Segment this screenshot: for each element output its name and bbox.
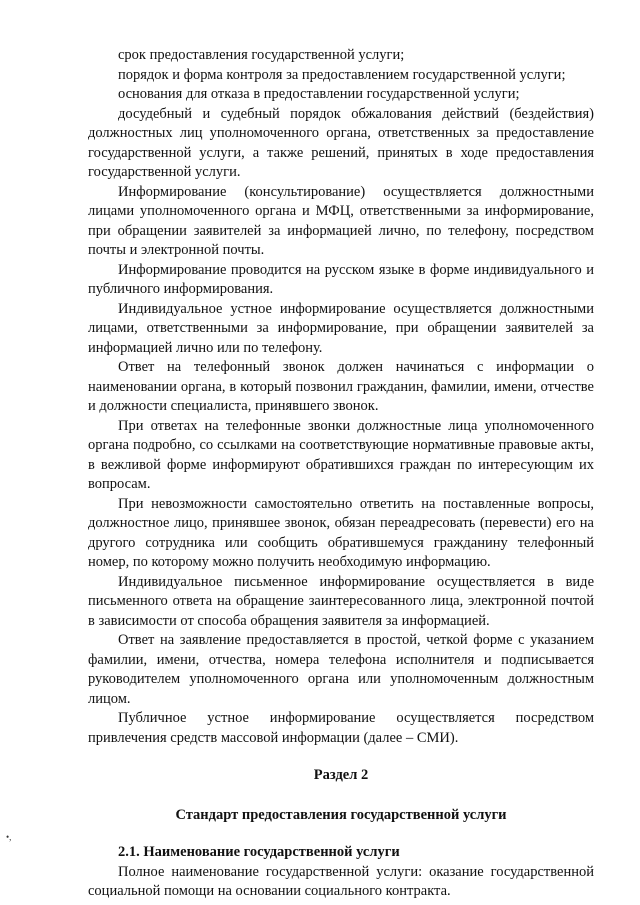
section-title: Стандарт предоставления государственной услуги xyxy=(175,806,507,823)
paragraph-public: Публичное устное информирование осуществляется посредством привлечения средств массовой информации (далее – СМИ). xyxy=(88,710,594,746)
paragraph-redirect: При невозможности самостоятельно ответить на поставленные вопросы, должностное лицо, принявшее звонок, обязан переадресовать (перевести) его на другого сотрудника или сообщить обратившемуся гражданину телефонный номер, по которому можно получить необходимую информацию. xyxy=(88,495,594,570)
paragraph-phone-details: При ответах на телефонные звонки должностные лица уполномоченного органа подробно, со ссылками на соответствующие нормативные правовые акты, в вежливой форме информируют обратившихся граждан по интересующим их вопросам. xyxy=(88,417,594,492)
paragraph-control: порядок и форма контроля за предоставлением государственной услуги; xyxy=(118,66,566,83)
paragraph-service-name: Полное наименование государственной услуги: оказание государственной социальной помощи на основании социального контракта. xyxy=(88,863,594,899)
subsection-heading: 2.1. Наименование государственной услуги xyxy=(118,844,400,860)
margin-mark: •, xyxy=(6,832,12,842)
paragraph-term: срок предоставления государственной услуги; xyxy=(118,47,405,63)
paragraph-informing: Информирование (консультирование) осуществляется должностными лицами уполномоченного органа и МФЦ, ответственными за информирование, при обращении заявителей за информацией лично, по телефону, посредством почты и электронной почты. xyxy=(88,183,594,258)
paragraph-appeal: досудебный и судебный порядок обжалования действий (бездействия) должностных лиц уполномоченного органа, ответственных за предоставление государственной услуги, а также решений, принятых в ходе предоставления государственной услуги. xyxy=(88,105,594,180)
paragraph-language: Информирование проводится на русском языке в форме индивидуального и публичного информирования. xyxy=(88,261,594,297)
paragraph-written: Индивидуальное письменное информирование осуществляется в виде письменного ответа на обращение заинтересованного лица, электронной почтой в зависимости от способа обращения заявителя за информацией. xyxy=(88,573,594,629)
paragraph-refusal: основания для отказа в предоставлении государственной услуги; xyxy=(118,86,520,102)
section-heading: Раздел 2 xyxy=(313,767,369,783)
paragraph-phone-answer: Ответ на телефонный звонок должен начинаться с информации о наименовании органа, в который позвонил гражданин, фамилии, имени, отчестве и должности специалиста, принявшего звонок. xyxy=(88,359,594,414)
paragraph-reply-form: Ответ на заявление предоставляется в простой, четкой форме с указанием фамилии, имени, отчества, номера телефона исполнителя и подписывается руководителем уполномоченного органа или уполномоченным должностным лицом. xyxy=(88,632,594,707)
document-page xyxy=(88,46,594,902)
paragraph-individual-oral: Индивидуальное устное информирование осуществляется должностными лицами, ответственными за информирование, при обращении заявителей за информацией лично или по телефону. xyxy=(88,300,594,356)
